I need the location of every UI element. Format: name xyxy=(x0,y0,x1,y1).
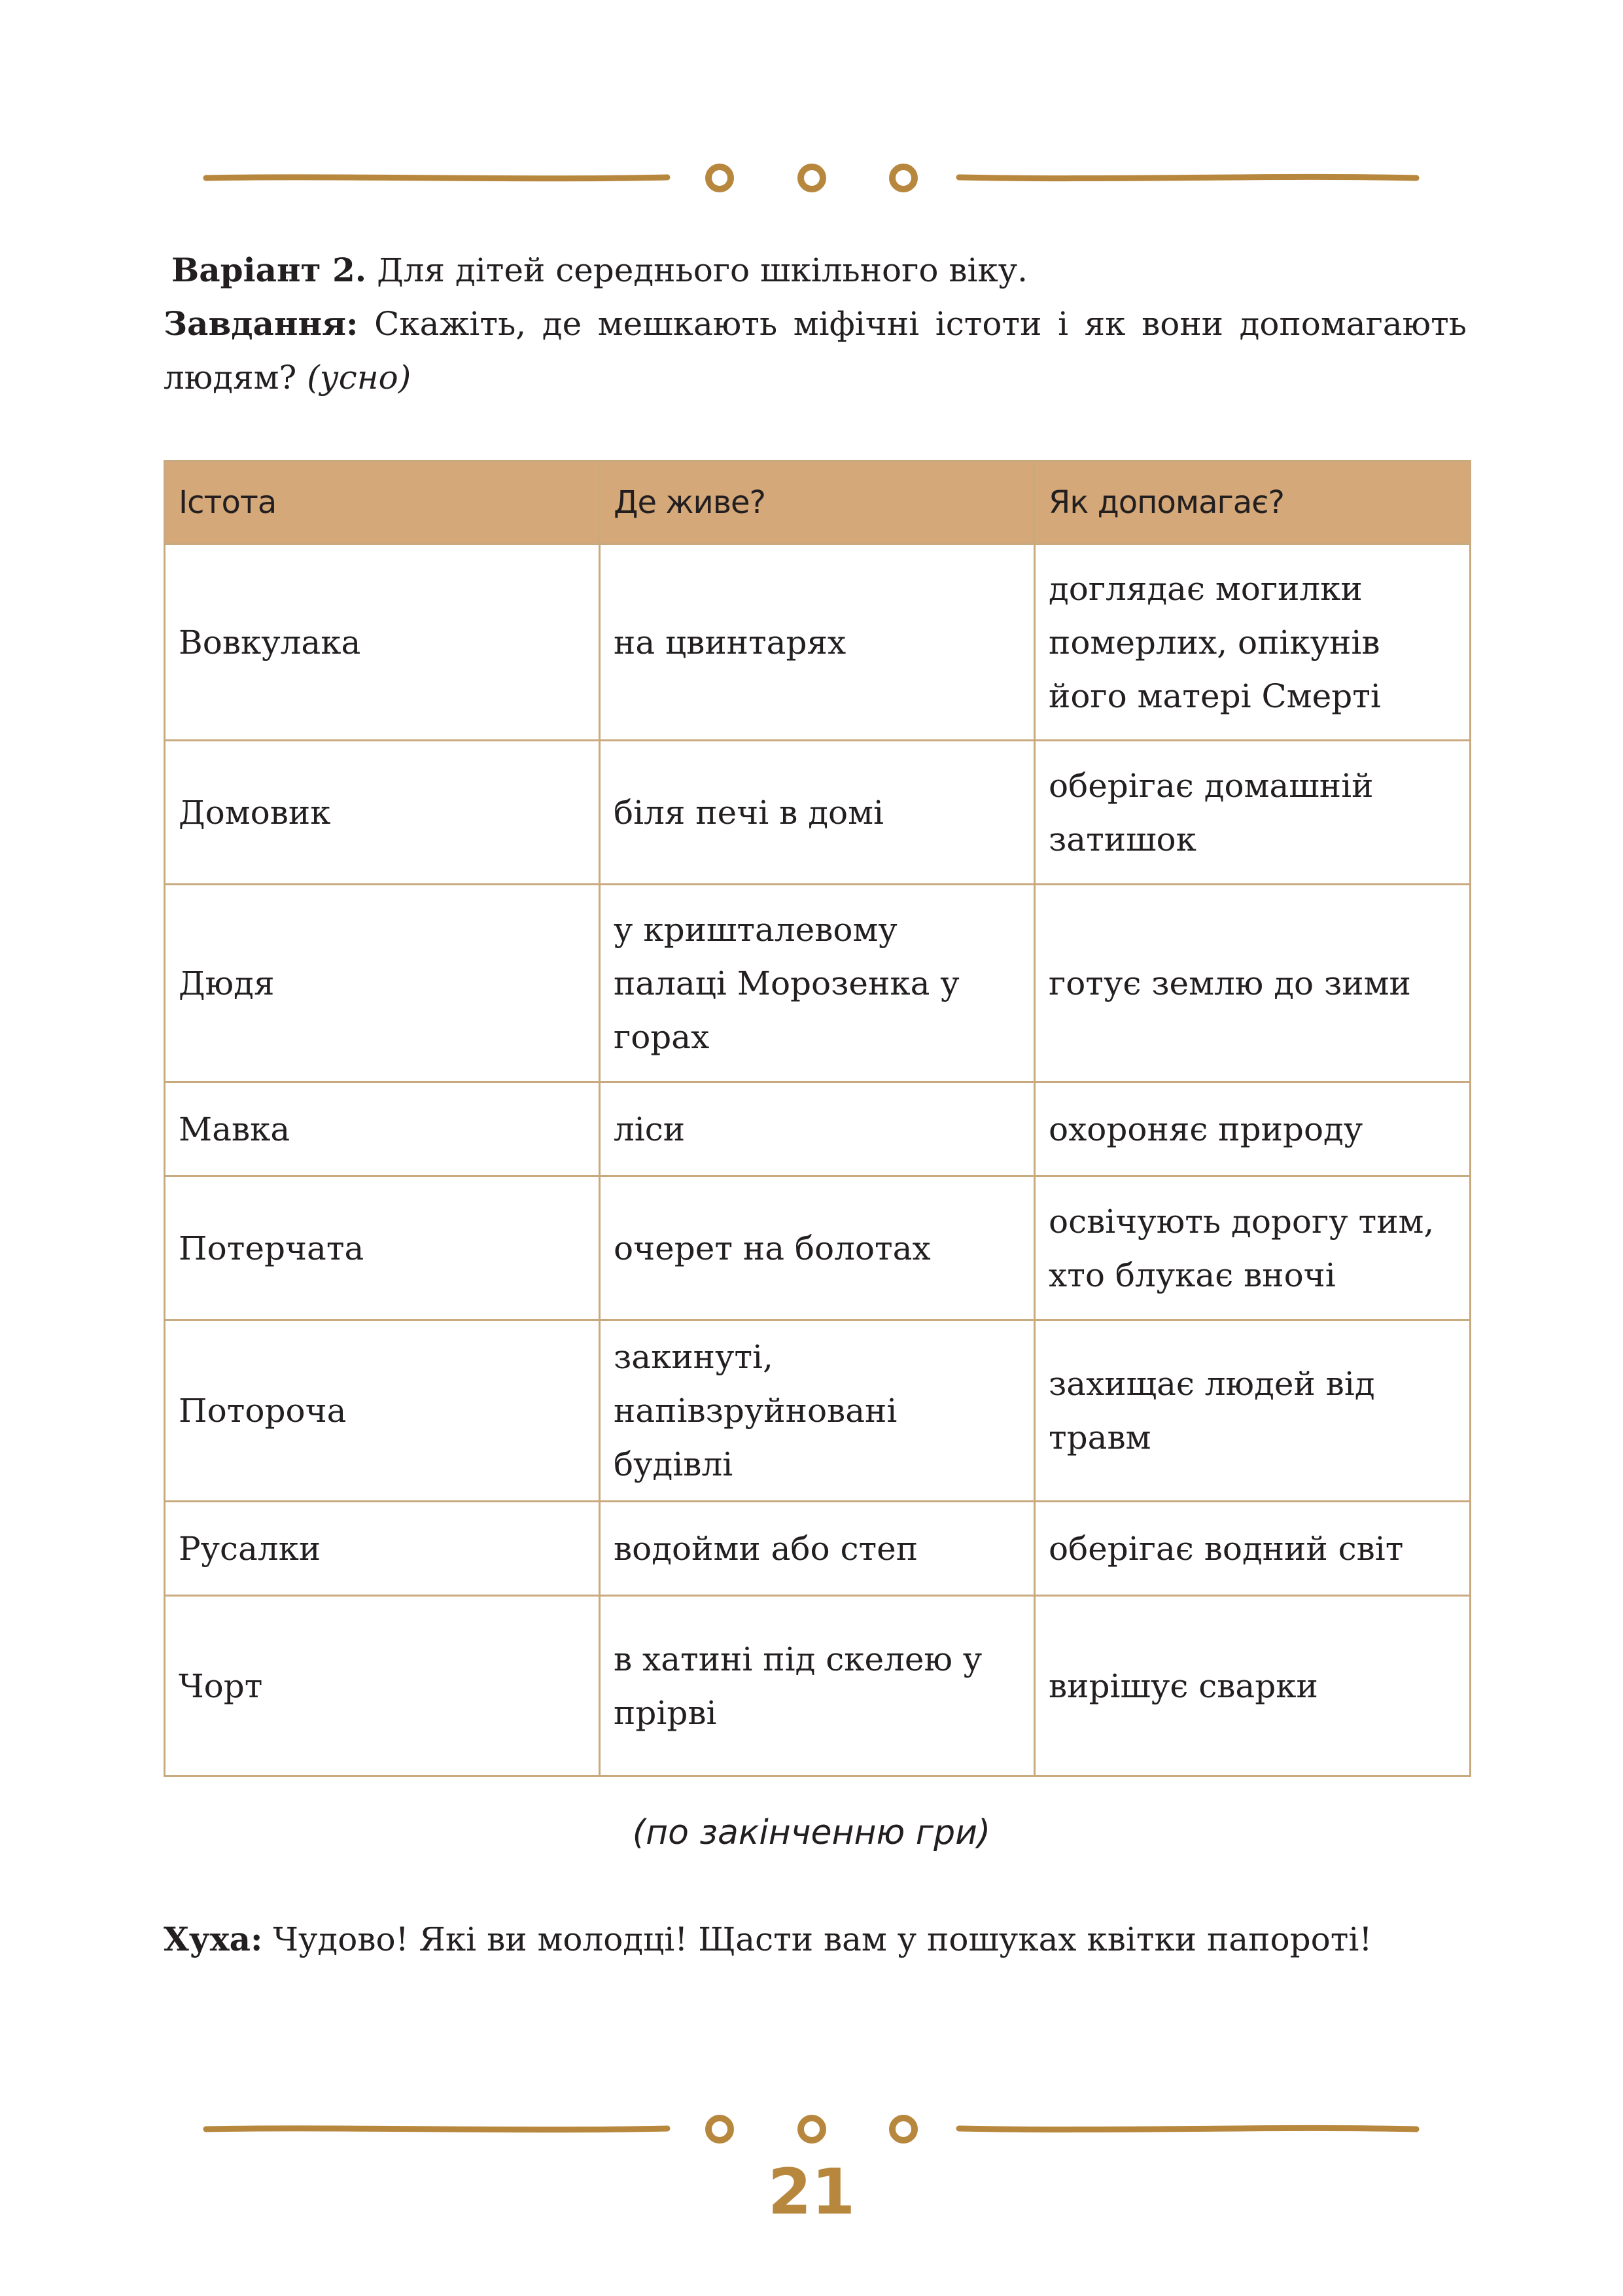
habitat-cell: ліси xyxy=(600,1082,1035,1176)
creature-cell: Мавка xyxy=(165,1082,600,1176)
speaker-text: Чудово! Які ви молодці! Щасти вам у пошуках квітки папороті! xyxy=(262,1920,1372,1958)
page-number: 21 xyxy=(767,2155,856,2229)
creature-cell: Дюдя xyxy=(165,885,600,1082)
creature-cell: Русалки xyxy=(165,1502,600,1596)
help-cell: оберігає домашній затишок xyxy=(1035,741,1471,885)
task-paragraph xyxy=(164,297,1467,404)
table-header-row xyxy=(165,461,1471,544)
creature-cell: Чорт xyxy=(165,1596,600,1776)
column-header-help: Як допомагає? xyxy=(1035,461,1471,544)
top-ornament-divider xyxy=(0,158,1623,198)
creature-cell: Потороча xyxy=(165,1320,600,1502)
help-cell: охороняє природу xyxy=(1035,1082,1471,1176)
ornament-line-circles-icon xyxy=(0,2110,1623,2149)
closing-note: (по закінченню гри) xyxy=(632,1813,991,1852)
task-label: Завдання: xyxy=(164,304,358,343)
habitat-cell: водойми або степ xyxy=(600,1502,1035,1596)
task-note: (усно) xyxy=(307,359,411,397)
table-row xyxy=(165,1320,1471,1502)
help-cell: захищає людей від травм xyxy=(1035,1320,1471,1502)
help-cell: освічують дорогу тим, хто блукає вночі xyxy=(1035,1176,1471,1320)
ornament-line-circles-icon xyxy=(0,158,1623,198)
table-row xyxy=(165,1176,1471,1320)
creature-cell: Потерчата xyxy=(165,1176,600,1320)
table-row xyxy=(165,885,1471,1082)
speaker-label: Хуха: xyxy=(164,1920,263,1958)
column-header-creature: Істота xyxy=(165,461,600,544)
creature-cell: Вовкулака xyxy=(165,544,600,741)
help-cell: готує землю до зими xyxy=(1035,885,1471,1082)
habitat-cell: в хатині під скелею у прірві xyxy=(600,1596,1035,1776)
variant-line xyxy=(171,243,1475,297)
help-cell: оберігає водний світ xyxy=(1035,1502,1471,1596)
column-header-habitat: Де живе? xyxy=(600,461,1035,544)
table-row xyxy=(165,1082,1471,1176)
habitat-cell: біля печі в домі xyxy=(600,741,1035,885)
final-line xyxy=(164,1913,1472,1966)
habitat-cell: на цвинтарях xyxy=(600,544,1035,741)
task-text: Скажіть, де мешкають міфічні істоти і як вони допомагають людям? xyxy=(164,305,1467,397)
variant-text: Для дітей середнього шкільного віку. xyxy=(366,251,1028,289)
table-row xyxy=(165,1502,1471,1596)
table-row xyxy=(165,741,1471,885)
bottom-ornament-divider xyxy=(0,2110,1623,2149)
habitat-cell: закинуті, напівзруйновані будівлі xyxy=(600,1320,1035,1502)
help-cell: вирішує сварки xyxy=(1035,1596,1471,1776)
creature-cell: Домовик xyxy=(165,741,600,885)
table-row xyxy=(165,1596,1471,1776)
variant-label: Варіант 2. xyxy=(171,251,367,289)
habitat-cell: очерет на болотах xyxy=(600,1176,1035,1320)
creatures-table xyxy=(164,460,1471,1777)
help-cell: доглядає могилки померлих, опікунів його матері Смерті xyxy=(1035,544,1471,741)
table-row xyxy=(165,544,1471,741)
habitat-cell: у кришталевому палаці Морозенка у горах xyxy=(600,885,1035,1082)
